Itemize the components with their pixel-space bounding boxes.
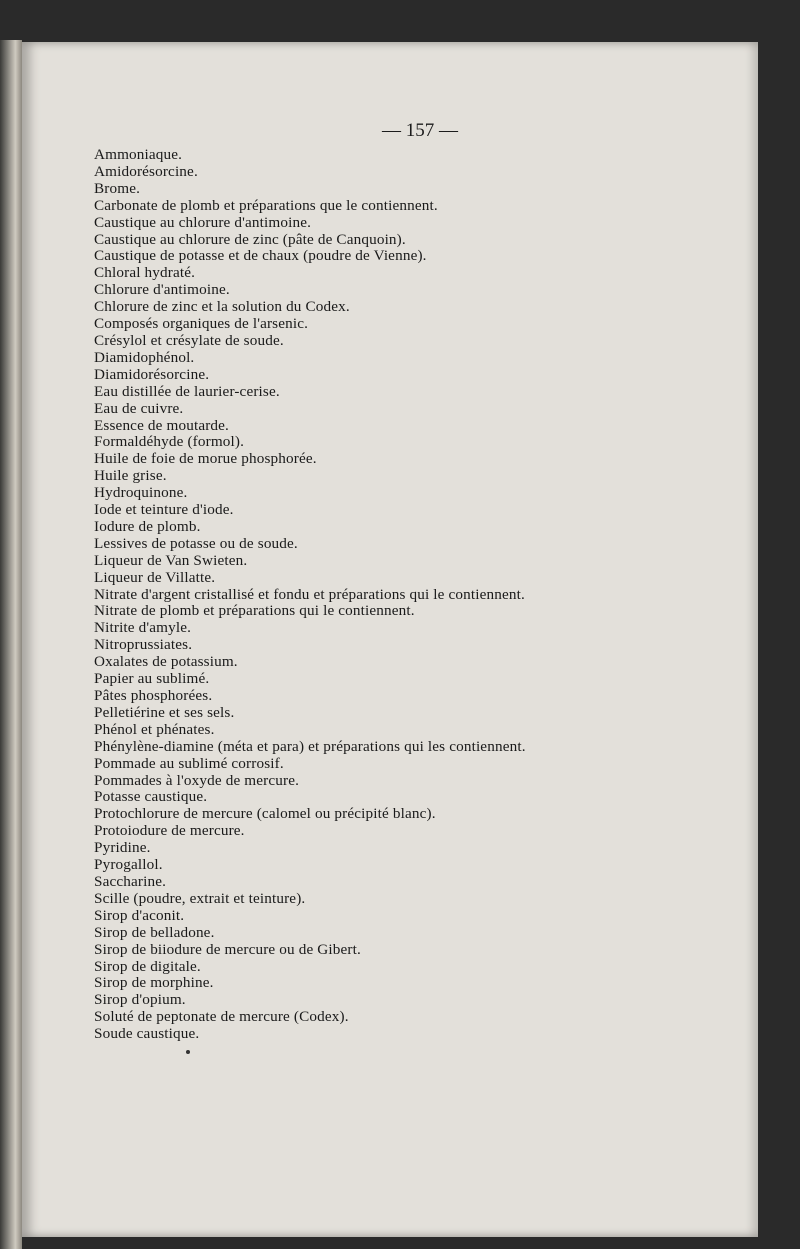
list-item: Eau de cuivre. [94,399,184,417]
list-item: Pommade au sublimé corrosif. [94,754,284,772]
list-item: Sirop de biiodure de mercure ou de Gibert. [94,940,361,958]
list-item: Caustique au chlorure d'antimoine. [94,213,312,231]
list-item: Ammoniaque. [94,146,183,163]
list-item: Huile grise. [94,467,167,485]
ink-speck [186,1050,190,1054]
list-item: Soude caustique. [94,1025,200,1043]
list-item: Diamidophénol. [94,348,195,366]
list-item: Sirop d'opium. [94,991,186,1009]
list-item: Potasse caustique. [94,788,208,806]
list-item: Oxalates de potassium. [94,653,238,671]
list-item: Papier au sublimé. [94,670,210,688]
list-item: Pyrogallol. [94,856,163,874]
list-item: Huile de foie de morue phosphorée. [94,450,317,468]
adjacent-page-edge [0,40,22,1249]
list-item: Iodure de plomb. [94,517,201,535]
document-page [22,42,758,1237]
list-item: Phénylène-diamine (méta et para) et préparations qui les contiennent. [94,737,526,755]
list-item: Liqueur de Villatte. [94,568,216,586]
list-item: Brome. [94,179,141,197]
list-item: Essence de moutarde. [94,416,229,434]
list-item: Eau distillée de laurier-cerise. [94,382,280,400]
list-item: Sirop de belladone. [94,923,215,941]
list-item: Caustique de potasse et de chaux (poudre de Vienne). [94,247,427,265]
list-item: Amidorésorcine. [94,162,198,180]
list-item: Iode et teinture d'iode. [94,501,234,519]
list-item: Pommades à l'oxyde de mercure. [94,771,300,789]
list-item: Nitroprussiates. [94,636,193,654]
list-item: Protoiodure de mercure. [94,822,245,840]
list-item: Hydroquinone. [94,484,188,502]
list-item: Sirop de digitale. [94,957,201,975]
list-item: Composés organiques de l'arsenic. [94,315,309,333]
list-item: Caustique au chlorure de zinc (pâte de Canquoin). [94,230,406,248]
list-item: Pyridine. [94,839,151,857]
list-item: Soluté de peptonate de mercure (Codex). [94,1008,349,1026]
list-item: Lessives de potasse ou de soude. [94,534,298,552]
list-item: Diamidorésorcine. [94,365,210,383]
list-item: Crésylol et crésylate de soude. [94,331,284,349]
list-item: Sirop de morphine. [94,974,214,992]
list-item: Chloral hydraté. [94,264,196,282]
page-number: — 157 — [382,120,458,141]
list-item: Protochlorure de mercure (calomel ou précipité blanc). [94,805,436,823]
list-item: Chlorure de zinc et la solution du Codex. [94,298,350,316]
list-item: Pelletiérine et ses sels. [94,703,235,721]
list-item: Sirop d'aconit. [94,906,185,924]
list-item: Scille (poudre, extrait et teinture). [94,889,306,907]
substance-list [94,147,526,1043]
list-item: Saccharine. [94,872,167,890]
list-item: Nitrate d'argent cristallisé et fondu et préparations qui le contiennent. [94,585,525,603]
list-item: Nitrite d'amyle. [94,619,192,637]
list-item: Nitrate de plomb et préparations qui le contiennent. [94,602,415,620]
list-item: Carbonate de plomb et préparations que le contiennent. [94,196,438,214]
list-item: Liqueur de Van Swieten. [94,551,248,569]
list-item: Formaldéhyde (formol). [94,433,245,451]
list-item: Chlorure d'antimoine. [94,281,230,299]
list-item: Phénol et phénates. [94,720,215,738]
list-item: Pâtes phosphorées. [94,687,213,704]
